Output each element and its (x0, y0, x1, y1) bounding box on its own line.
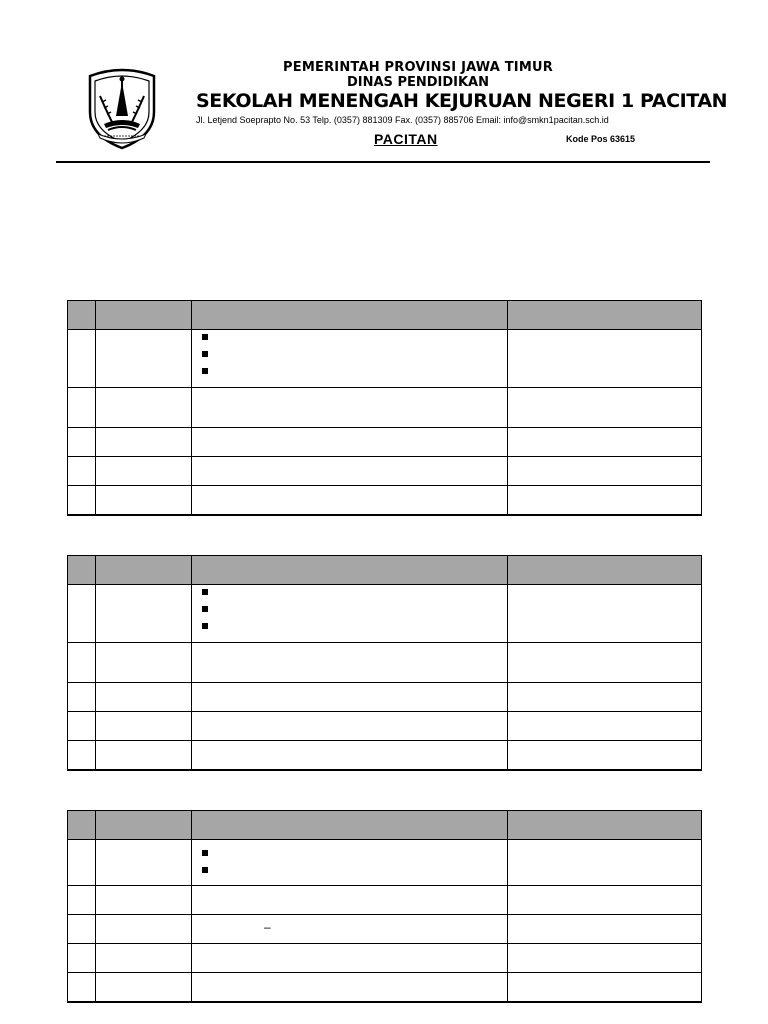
postal-code: Kode Pos 63615 (566, 134, 636, 144)
table-row (68, 457, 702, 486)
table-row (68, 915, 702, 944)
form-table (67, 810, 702, 1003)
form-table (67, 555, 702, 771)
bullet-icon (202, 351, 208, 357)
bullet-list (192, 840, 507, 873)
bullet-icon (202, 368, 208, 374)
form-table (67, 300, 702, 516)
bullet-list (192, 330, 507, 374)
bullet-icon (202, 606, 208, 612)
letterhead-divider (56, 161, 710, 163)
table-row (68, 683, 702, 712)
table-row (68, 973, 702, 1002)
table-row (68, 428, 702, 457)
table-row (68, 330, 702, 388)
table-row (68, 388, 702, 428)
bullet-icon (202, 623, 208, 629)
bullet-list (192, 585, 507, 629)
bullet-icon (202, 867, 208, 873)
bullet-icon (202, 589, 208, 595)
table-header-row (68, 556, 702, 585)
letterhead (0, 0, 768, 170)
table-header-row (68, 301, 702, 330)
school-address: Jl. Letjend Soeprapto No. 53 Telp. (0357) 881309 Fax. (0357) 885706 Email: info@smkn1pacitan.sch.id (196, 115, 609, 125)
city-name: PACITAN (374, 131, 438, 147)
table-row (68, 643, 702, 683)
table-row (68, 712, 702, 741)
school-name: SEKOLAH MENENGAH KEJURUAN NEGERI 1 PACITAN (196, 90, 728, 112)
government-name: PEMERINTAH PROVINSI JAWA TIMUR (283, 60, 553, 75)
table-row (68, 486, 702, 515)
bullet-icon (202, 850, 208, 856)
table-row (68, 585, 702, 643)
bullet-icon (202, 334, 208, 340)
table-row (68, 840, 702, 886)
department-name: DINAS PENDIDIKAN (346, 75, 490, 90)
table-row (68, 886, 702, 915)
dash-mark: – (264, 920, 271, 934)
table-row (68, 741, 702, 770)
table-row (68, 944, 702, 973)
table-header-row (68, 811, 702, 840)
